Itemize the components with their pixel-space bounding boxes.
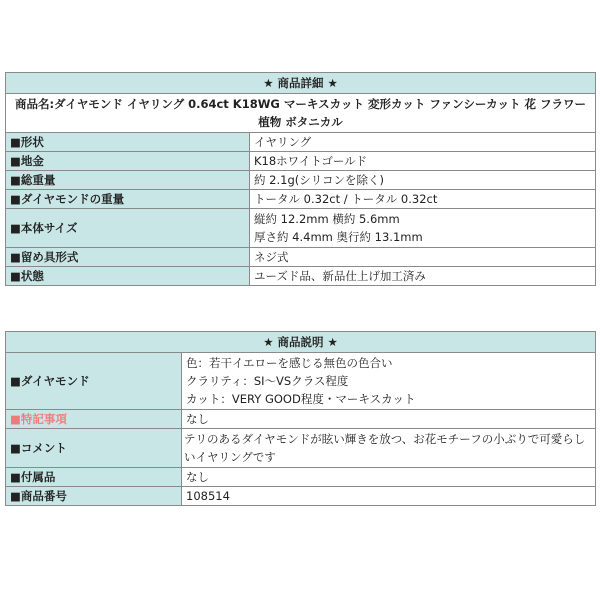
table-row: [6, 190, 596, 209]
row-value-product-number: 108514: [182, 487, 596, 506]
row-value-body-size: 縦約 12.2mm 横約 5.6mm 厚さ約 4.4mm 奥行約 13.1mm: [250, 209, 596, 248]
row-label-body-size: ■本体サイズ: [6, 209, 250, 248]
row-label-diamond-weight: ■ダイヤモンドの重量: [6, 190, 250, 209]
row-value-condition: ユーズド品、新品仕上げ加工済み: [250, 267, 596, 286]
table-row: [6, 133, 596, 152]
row-label-remarks: ■特記事項: [6, 410, 182, 429]
row-value-comment: テリのあるダイヤモンドが眩い輝きを放つ、お花モチーフの小ぶりで可愛らしいイヤリングです: [182, 429, 596, 468]
table-row: [6, 353, 596, 410]
row-value-accessories: なし: [182, 468, 596, 487]
description-title: ★ 商品説明 ★: [6, 332, 596, 353]
row-label-diamond: ■ダイヤモンド: [6, 353, 182, 410]
details-title: ★ 商品詳細 ★: [6, 73, 596, 94]
product-details-table: [5, 72, 596, 286]
product-name: 商品名:ダイヤモンド イヤリング 0.64ct K18WG マーキスカット 変形カット ファンシーカット 花 フラワー 植物 ボタニカル: [6, 94, 596, 133]
product-description-table: [5, 331, 596, 506]
row-label-clasp: ■留め具形式: [6, 248, 250, 267]
row-value-metal: K18ホワイトゴールド: [250, 152, 596, 171]
table-row: [6, 487, 596, 506]
table-row: [6, 152, 596, 171]
row-value-total-weight: 約 2.1g(シリコンを除く): [250, 171, 596, 190]
table-row: [6, 209, 596, 248]
table-row: [6, 410, 596, 429]
row-value-diamond: 色：若干イエローを感じる無色の色合い クラリティ：SI～VSクラス程度 カット：VERY GOOD程度・マーキスカット: [182, 353, 596, 410]
row-label-comment: ■コメント: [6, 429, 182, 468]
row-label-shape: ■形状: [6, 133, 250, 152]
row-value-remarks: なし: [182, 410, 596, 429]
table-row: [6, 468, 596, 487]
row-label-product-number: ■商品番号: [6, 487, 182, 506]
table-row: [6, 267, 596, 286]
table-row: [6, 171, 596, 190]
row-value-clasp: ネジ式: [250, 248, 596, 267]
row-label-condition: ■状態: [6, 267, 250, 286]
row-label-total-weight: ■総重量: [6, 171, 250, 190]
table-row: [6, 248, 596, 267]
row-label-accessories: ■付属品: [6, 468, 182, 487]
row-label-metal: ■地金: [6, 152, 250, 171]
table-row: [6, 429, 596, 468]
row-value-shape: イヤリング: [250, 133, 596, 152]
row-value-diamond-weight: トータル 0.32ct / トータル 0.32ct: [250, 190, 596, 209]
